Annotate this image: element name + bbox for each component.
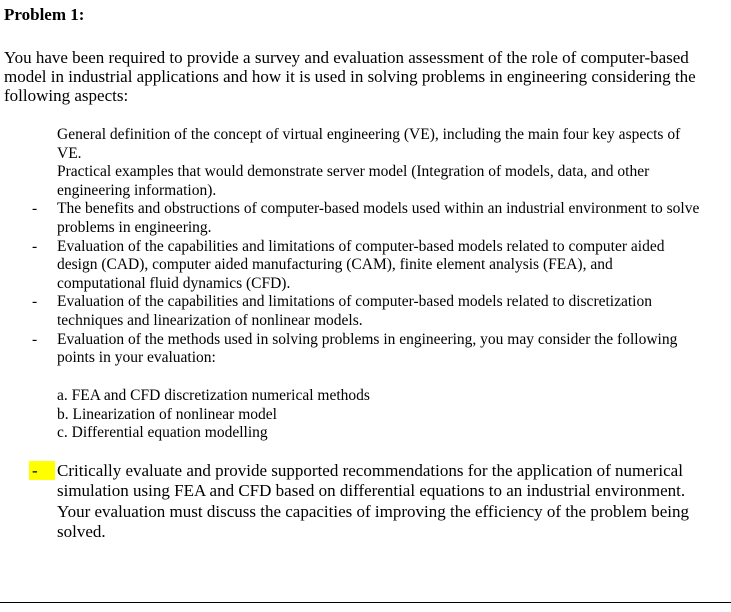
final-item	[0, 461, 731, 542]
bottom-rule	[0, 602, 731, 603]
list-item-line: The benefits and obstructions of computer-based models used within an industrial environment to solve	[57, 200, 700, 218]
intro-line: following aspects:	[4, 86, 129, 105]
sub-point: c. Differential equation modelling	[57, 424, 268, 442]
list-bullet: -	[32, 237, 38, 255]
list-bullet: -	[32, 293, 38, 311]
highlighted-bullet: -	[29, 461, 55, 480]
list-item-line: techniques and linearization of nonlinear models.	[57, 311, 363, 329]
list-item-line: design (CAD), computer aided manufacturing (CAM), finite element analysis (FEA), and	[57, 256, 613, 274]
problem-title: Problem 1:	[4, 5, 85, 24]
list-item-line: Practical examples that would demonstrate server model (Integration of models, data, and other	[57, 163, 650, 181]
aspects-list	[0, 126, 731, 368]
list-item	[0, 331, 731, 368]
sub-point: b. Linearization of nonlinear model	[57, 405, 277, 423]
list-item	[0, 126, 731, 163]
sub-point: a. FEA and CFD discretization numerical methods	[57, 387, 370, 404]
list-bullet: -	[32, 330, 38, 348]
list-item-line: problems in engineering.	[57, 218, 212, 236]
final-item-line: simulation using FEA and CFD based on differential equations to an industrial environment.	[57, 481, 686, 501]
list-item	[0, 163, 731, 200]
list-item-line: General definition of the concept of virtual engineering (VE), including the main four key aspects of	[57, 126, 681, 143]
list-bullet: -	[32, 200, 38, 218]
final-item-line: Your evaluation must discuss the capacities of improving the efficiency of the problem being	[57, 501, 690, 521]
list-item-line: points in your evaluation:	[57, 349, 216, 367]
list-item	[0, 293, 731, 330]
intro-line: model in industrial applications and how it is used in solving problems in engineering considering the	[4, 67, 696, 86]
intro-paragraph	[4, 48, 726, 105]
list-item-line: Evaluation of the capabilities and limitations of computer-based models related to discretization	[57, 293, 652, 311]
final-item-line: solved.	[57, 521, 106, 541]
list-item	[0, 200, 731, 237]
list-item-line: Evaluation of the methods used in solving problems in engineering, you may consider the following	[57, 330, 678, 348]
intro-line: You have been required to provide a survey and evaluation assessment of the role of computer-based	[4, 48, 689, 67]
list-item-line: Evaluation of the capabilities and limitations of computer-based models related to computer aided	[57, 237, 665, 255]
sub-points-list	[57, 387, 370, 443]
list-item-line: engineering information).	[57, 181, 217, 199]
final-item-line: Critically evaluate and provide supported recommendations for the application of numerical	[57, 461, 683, 480]
list-item-line: computational fluid dynamics (CFD).	[57, 274, 291, 292]
list-item	[0, 238, 731, 294]
list-item-line: VE.	[57, 144, 82, 162]
